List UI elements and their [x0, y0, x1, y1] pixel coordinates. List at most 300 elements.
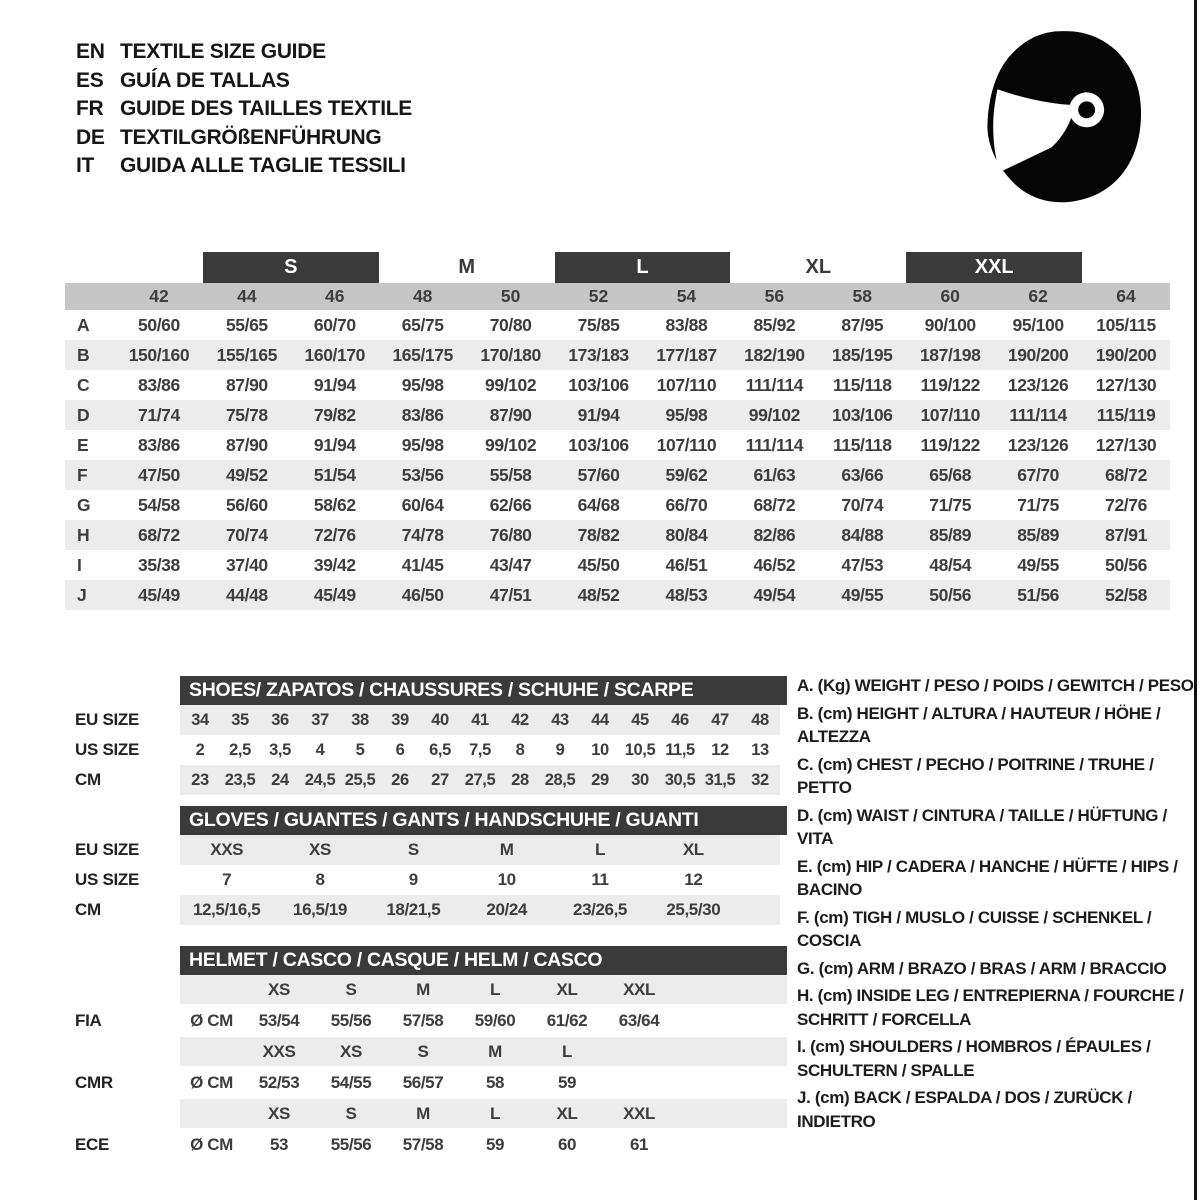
measurement-value: 107/110 [920, 404, 980, 425]
size-value: 10,5 [624, 740, 656, 759]
size-value: 45 [631, 710, 649, 729]
row-values-grid [180, 865, 740, 895]
helmet-diameter-value: 58 [485, 1072, 505, 1092]
measurement-value: 76/80 [489, 524, 532, 545]
measurement-value: 59/62 [665, 464, 708, 485]
legend-item: H. (cm) INSIDE LEG / ENTREPIERNA / FOURCHE / SCHRITT / FORCELLA [797, 986, 1184, 1029]
measurement-value: 49/55 [1017, 554, 1060, 575]
language-row [76, 67, 412, 96]
helmet-diameter-value: 55/56 [330, 1010, 372, 1030]
measurement-value: 170/180 [480, 344, 541, 365]
measurement-value: 35/38 [138, 554, 180, 575]
measurement-value: 85/92 [753, 314, 796, 335]
size-row [75, 705, 787, 735]
size-row [75, 865, 787, 895]
size-value: 8 [515, 740, 525, 759]
column-header: 48 [412, 286, 433, 306]
measurement-value: 64/68 [577, 494, 620, 515]
size-value: 6,5 [429, 740, 451, 759]
measurement-value: 79/82 [313, 404, 356, 425]
size-value: 7,5 [469, 740, 491, 759]
measurement-value: 67/70 [1017, 464, 1060, 485]
measurement-value: 87/90 [225, 374, 268, 395]
helmet-size-label: XS [268, 1103, 290, 1123]
measurement-value: 46/51 [665, 554, 708, 575]
row-values [180, 895, 780, 925]
measurement-row-label: H [77, 524, 90, 545]
measurement-value: 99/102 [485, 434, 537, 455]
measurement-value: 84/88 [841, 524, 884, 545]
size-value: 18/21,5 [386, 900, 441, 919]
helmet-values [180, 1066, 787, 1099]
measurement-value: 43/47 [489, 554, 532, 575]
size-value: M [499, 840, 514, 859]
measurement-value: 60/70 [313, 314, 356, 335]
legend-item: E. (cm) HIP / CADERA / HANCHE / HÜFTE / HIPS / BACINO [797, 856, 1178, 899]
size-value: 3,5 [269, 740, 291, 759]
measurement-value: 71/74 [138, 404, 180, 425]
measurement-row-label: G [77, 494, 91, 515]
measurement-row [65, 460, 1170, 490]
row-values [180, 705, 780, 735]
size-value: 11 [591, 870, 609, 889]
gloves-size-table [75, 806, 787, 925]
measurement-value: 56/60 [225, 494, 268, 515]
measurement-value: 66/70 [665, 494, 708, 515]
measurement-value: 51/54 [313, 464, 356, 485]
measurement-value: 52/58 [1105, 584, 1147, 605]
measurement-value: 95/98 [401, 374, 444, 395]
helmet-size-label: XXL [623, 1103, 655, 1123]
helmet-diameter-value: 54/55 [330, 1072, 372, 1092]
column-header: 42 [149, 286, 169, 306]
legend-item: G. (cm) ARM / BRAZO / BRAS / ARM / BRACCIO [797, 958, 1167, 978]
apparel-size-table [65, 252, 1170, 610]
measurement-value: 45/50 [577, 554, 620, 575]
helmet-size-label: M [416, 979, 430, 999]
size-value: 35 [231, 710, 249, 729]
size-value: 27,5 [464, 770, 496, 789]
helmet-value-row [75, 1066, 787, 1099]
measurement-value: 46/50 [401, 584, 444, 605]
measurement-value: 103/106 [568, 434, 629, 455]
helmet-size-label: L [490, 1103, 500, 1123]
measurement-value: 65/75 [401, 314, 444, 335]
measurement-row [65, 370, 1170, 400]
measurement-value: 80/84 [665, 524, 708, 545]
measurement-row-label: A [77, 314, 90, 335]
language-row [76, 152, 412, 181]
size-row [75, 765, 787, 795]
helmet-size-header-row [75, 975, 787, 1004]
measurement-value: 49/52 [225, 464, 268, 485]
helmet-table-title: HELMET / CASCO / CASQUE / HELM / CASCO [180, 946, 787, 975]
size-value: 46 [671, 710, 689, 729]
measurement-value: 54/58 [138, 494, 180, 515]
measurement-value: 44/48 [225, 584, 268, 605]
guide-title: TEXTILGRÖßENFÜHRUNG [120, 125, 382, 149]
measurement-value: 65/68 [929, 464, 972, 485]
legend-item: F. (cm) TIGH / MUSLO / CUISSE / SCHENKEL / COSCIA [797, 907, 1152, 950]
language-row [76, 95, 412, 124]
size-value: 23/26,5 [573, 900, 627, 919]
measurement-value: 177/187 [656, 344, 717, 365]
helmet-size-label: XS [268, 979, 290, 999]
measurement-value: 70/80 [489, 314, 532, 335]
size-value: 30,5 [664, 770, 696, 789]
measurement-value: 46/52 [753, 554, 796, 575]
helmet-diameter-value: 55/56 [330, 1134, 372, 1154]
legend-item: I. (cm) SHOULDERS / HOMBROS / ÉPAULES / SCHULTERN / SPALLE [797, 1037, 1151, 1080]
size-value: 6 [395, 740, 405, 759]
row-values-grid [180, 895, 740, 925]
column-header: 60 [940, 286, 960, 306]
measurement-value: 71/75 [1017, 494, 1060, 515]
size-value: 36 [271, 710, 289, 729]
measurement-row-label: E [77, 434, 89, 455]
measurement-value: 187/198 [919, 344, 981, 365]
helmet-size-headers [180, 1099, 787, 1128]
measurement-value: 70/74 [225, 524, 268, 545]
helmet-size-header-row [75, 1099, 787, 1128]
measurement-row-label: F [77, 464, 88, 485]
size-value: 20/24 [486, 900, 527, 919]
size-value: 27 [431, 770, 449, 789]
measurement-value: 173/183 [568, 344, 629, 365]
size-value: 29 [591, 770, 609, 789]
column-header: 58 [852, 286, 873, 306]
measurement-row-label: C [77, 374, 90, 395]
size-value: 9 [555, 740, 565, 759]
column-header: 44 [237, 286, 257, 306]
size-group-label: M [458, 256, 475, 278]
measurement-value: 68/72 [753, 494, 796, 515]
measurement-value: 75/85 [577, 314, 620, 335]
measurement-row [65, 490, 1170, 520]
size-value: 24 [271, 770, 289, 789]
measurement-value: 91/94 [313, 434, 356, 455]
helmet-size-header-row [75, 1037, 787, 1066]
size-value: 34 [191, 710, 209, 729]
diameter-unit-label: Ø CM [190, 1072, 233, 1092]
legend-item: B. (cm) HEIGHT / ALTURA / HAUTEUR / HÖHE / ALTEZZA [797, 703, 1161, 746]
column-header: 46 [325, 286, 345, 306]
measurement-value: 82/86 [753, 524, 796, 545]
row-unit-label: CM [75, 770, 101, 789]
row-values-grid [180, 705, 780, 735]
size-group-row [65, 252, 1170, 283]
measurement-value: 83/86 [138, 374, 180, 395]
measurement-value: 39/42 [313, 554, 356, 575]
helmet-size-grid [180, 1037, 675, 1066]
helmet-diameter-value: 57/58 [402, 1134, 444, 1154]
row-values [180, 765, 780, 795]
size-value: 31,5 [704, 770, 736, 789]
size-value: 8 [315, 870, 325, 889]
measurement-value: 91/94 [313, 374, 356, 395]
measurement-value: 83/88 [665, 314, 708, 335]
measurement-value: 85/89 [1017, 524, 1060, 545]
helmet-size-label: XXL [623, 979, 655, 999]
row-unit-label: CM [75, 900, 101, 919]
column-header: 56 [764, 286, 785, 306]
helmet-diameter-value: 61 [629, 1134, 649, 1154]
shoes-table-title: SHOES/ ZAPATOS / CHAUSSURES / SCHUHE / SCARPE [180, 676, 787, 705]
helmet-size-headers [180, 975, 787, 1004]
measurement-value: 47/51 [489, 584, 532, 605]
size-value: XL [682, 840, 704, 859]
measurement-value: 49/54 [753, 584, 796, 605]
size-value: 10 [591, 740, 609, 759]
size-value: S [407, 840, 419, 859]
measurement-value: 119/122 [920, 374, 980, 395]
size-value: L [595, 840, 605, 859]
size-value: 13 [751, 740, 769, 759]
measurement-value: 185/195 [832, 344, 893, 365]
row-unit-label: US SIZE [75, 870, 140, 889]
measurement-row [65, 580, 1170, 610]
measurement-value: 62/66 [489, 494, 532, 515]
helmet-size-label: M [416, 1103, 430, 1123]
size-row [75, 835, 787, 865]
measurement-value: 115/118 [833, 434, 892, 455]
language-code: IT [76, 154, 95, 177]
size-value: 25,5/30 [666, 900, 721, 919]
measurement-value: 90/100 [924, 314, 976, 335]
helmet-diameter-value: 59 [557, 1072, 577, 1092]
diameter-unit-label: Ø CM [190, 1010, 233, 1030]
measurement-value: 155/165 [216, 344, 278, 365]
measurement-row [65, 310, 1170, 340]
helmet-diameter-value: 61/62 [546, 1010, 588, 1030]
helmet-diameter-value: 60 [557, 1134, 577, 1154]
measurement-value: 47/50 [138, 464, 180, 485]
helmet-value-row [75, 1004, 787, 1037]
helmet-size-label: XL [556, 979, 578, 999]
standard-label: FIA [75, 1010, 102, 1030]
measurement-value: 45/49 [138, 584, 180, 605]
measurement-value: 182/190 [744, 344, 805, 365]
column-header: 50 [500, 286, 521, 306]
measurement-value: 111/114 [745, 374, 804, 395]
row-values-grid [180, 835, 740, 865]
measurement-value: 85/89 [929, 524, 972, 545]
measurement-row-label: J [77, 584, 87, 605]
diameter-unit-label: Ø CM [190, 1134, 233, 1154]
size-value: 40 [431, 710, 449, 729]
helmet-size-grid [180, 975, 675, 1004]
size-value: 44 [591, 710, 609, 729]
measurement-value: 48/52 [577, 584, 620, 605]
helmet-size-headers [180, 1037, 787, 1066]
size-value: 16,5/19 [293, 900, 347, 919]
measurement-value: 87/91 [1105, 524, 1147, 545]
helmet-value-grid [180, 1004, 675, 1037]
column-header: 64 [1116, 286, 1136, 306]
helmet-diameter-value: 59/60 [474, 1010, 516, 1030]
measurement-legend [797, 674, 1197, 1137]
size-spacer [1082, 252, 1170, 283]
measurement-value: 48/53 [665, 584, 708, 605]
size-value: XXS [210, 840, 244, 859]
measurement-value: 71/75 [929, 494, 972, 515]
measurement-value: 55/65 [225, 314, 268, 335]
language-row [76, 38, 412, 67]
size-value: XS [309, 840, 331, 859]
measurement-value: 150/160 [128, 344, 190, 365]
measurement-value: 57/60 [577, 464, 620, 485]
guide-title: GUÍA DE TALLAS [120, 68, 290, 92]
helmet-diameter-value: 53 [269, 1134, 289, 1154]
helmet-size-label: S [345, 1103, 357, 1123]
measurement-row-label: D [77, 404, 90, 425]
column-header-row [65, 283, 1170, 310]
measurement-value: 74/78 [401, 524, 444, 545]
measurement-value: 68/72 [138, 524, 180, 545]
size-value: 12 [684, 870, 703, 889]
size-value: 30 [631, 770, 649, 789]
standard-label: ECE [75, 1134, 110, 1154]
size-value: 11,5 [665, 740, 695, 759]
size-value: 2,5 [229, 740, 251, 759]
size-value: 41 [471, 710, 489, 729]
row-unit-label: EU SIZE [75, 840, 140, 859]
right-edge-rule [1194, 0, 1197, 1200]
measurement-value: 111/114 [1009, 404, 1067, 425]
measurement-value: 190/200 [1095, 344, 1157, 365]
measurement-value: 105/115 [1096, 314, 1156, 335]
helmet-size-label: L [490, 979, 500, 999]
measurement-value: 87/90 [225, 434, 268, 455]
helmet-size-label: S [417, 1041, 429, 1061]
measurement-value: 50/56 [929, 584, 972, 605]
size-value: 48 [751, 710, 769, 729]
size-value: 7 [222, 870, 232, 889]
size-value: 12,5/16,5 [193, 900, 261, 919]
measurement-row [65, 430, 1170, 460]
language-code: ES [76, 68, 104, 92]
size-value: 37 [311, 710, 329, 729]
helmet-size-label: XXS [262, 1041, 296, 1061]
column-header: 52 [588, 286, 609, 306]
measurement-value: 107/110 [656, 434, 717, 455]
measurement-value: 78/82 [577, 524, 620, 545]
measurement-value: 50/56 [1105, 554, 1147, 575]
helmet-size-table [75, 946, 787, 1161]
helmet-size-label: L [562, 1041, 572, 1061]
size-group-label: XXL [906, 252, 1082, 283]
helmet-values [180, 1004, 787, 1037]
measurement-value: 107/110 [656, 374, 717, 395]
measurement-value: 127/130 [1095, 374, 1157, 395]
helmet-diameter-value: 59 [485, 1134, 505, 1154]
measurement-value: 50/60 [138, 314, 180, 335]
measurement-row [65, 340, 1170, 370]
measurement-row [65, 550, 1170, 580]
row-values-grid [180, 735, 780, 765]
row-unit-label: US SIZE [75, 740, 140, 759]
column-header: 62 [1028, 286, 1048, 306]
size-value: 43 [551, 710, 569, 729]
size-value: 25,5 [344, 770, 376, 789]
size-value: 4 [315, 740, 325, 759]
measurement-value: 87/95 [841, 314, 884, 335]
measurement-value: 190/200 [1007, 344, 1069, 365]
row-values [180, 835, 780, 865]
measurement-value: 72/76 [1105, 494, 1147, 515]
measurement-value: 48/54 [929, 554, 972, 575]
measurement-value: 70/74 [841, 494, 884, 515]
measurement-value: 68/72 [1105, 464, 1147, 485]
gloves-table-title: GLOVES / GUANTES / GANTS / HANDSCHUHE / GUANTI [180, 806, 787, 835]
row-values [180, 735, 780, 765]
helmet-size-label: M [488, 1041, 502, 1061]
standard-label: CMR [75, 1072, 113, 1092]
measurement-value: 63/66 [841, 464, 884, 485]
measurement-value: 49/55 [841, 584, 884, 605]
language-code: FR [76, 97, 104, 120]
helmet-diameter-value: 56/57 [402, 1072, 444, 1092]
measurement-value: 123/126 [1007, 374, 1069, 395]
measurement-value: 53/56 [401, 464, 444, 485]
measurement-value: 95/100 [1012, 314, 1064, 335]
measurement-value: 115/118 [833, 374, 892, 395]
helmet-diameter-value: 53/54 [258, 1010, 300, 1030]
measurement-value: 103/106 [568, 374, 629, 395]
size-group-label: L [555, 252, 731, 283]
measurement-value: 99/102 [485, 374, 537, 395]
legend-item: D. (cm) WAIST / CINTURA / TAILLE / HÜFTUNG / VITA [797, 805, 1167, 848]
size-row [75, 895, 787, 925]
measurement-value: 95/98 [401, 434, 444, 455]
measurement-value: 41/45 [401, 554, 444, 575]
row-values [180, 865, 780, 895]
measurement-value: 87/90 [489, 404, 532, 425]
measurement-value: 115/119 [1096, 404, 1156, 425]
measurement-value: 119/122 [920, 434, 980, 455]
guide-title: GUIDA ALLE TAGLIE TESSILI [120, 154, 406, 177]
helmet-diameter-value: 63/64 [618, 1010, 660, 1030]
language-title-list [76, 38, 412, 181]
language-code: DE [76, 125, 105, 149]
size-value: 28,5 [544, 770, 576, 789]
language-code: EN [76, 40, 105, 63]
size-value: 2 [195, 740, 205, 759]
measurement-value: 160/170 [304, 344, 366, 365]
helmet-diameter-value: 57/58 [402, 1010, 444, 1030]
column-header: 54 [676, 286, 697, 306]
measurement-value: 83/86 [138, 434, 180, 455]
size-value: 23,5 [224, 770, 256, 789]
helmet-size-grid [180, 1099, 675, 1128]
measurement-row [65, 520, 1170, 550]
size-value: 10 [497, 870, 516, 889]
helmet-value-grid [180, 1128, 675, 1161]
size-value: 23 [191, 770, 209, 789]
row-values-grid [180, 765, 780, 795]
measurement-value: 47/53 [841, 554, 884, 575]
size-value: 24,5 [304, 770, 336, 789]
helmet-value-grid [180, 1066, 675, 1099]
measurement-value: 45/49 [313, 584, 356, 605]
helmet-value-row [75, 1128, 787, 1161]
helmet-diameter-value: 52/53 [258, 1072, 300, 1092]
measurement-value: 127/130 [1095, 434, 1157, 455]
size-value: 39 [391, 710, 409, 729]
helmet-values [180, 1128, 787, 1161]
language-row [76, 124, 412, 153]
size-row [75, 735, 787, 765]
